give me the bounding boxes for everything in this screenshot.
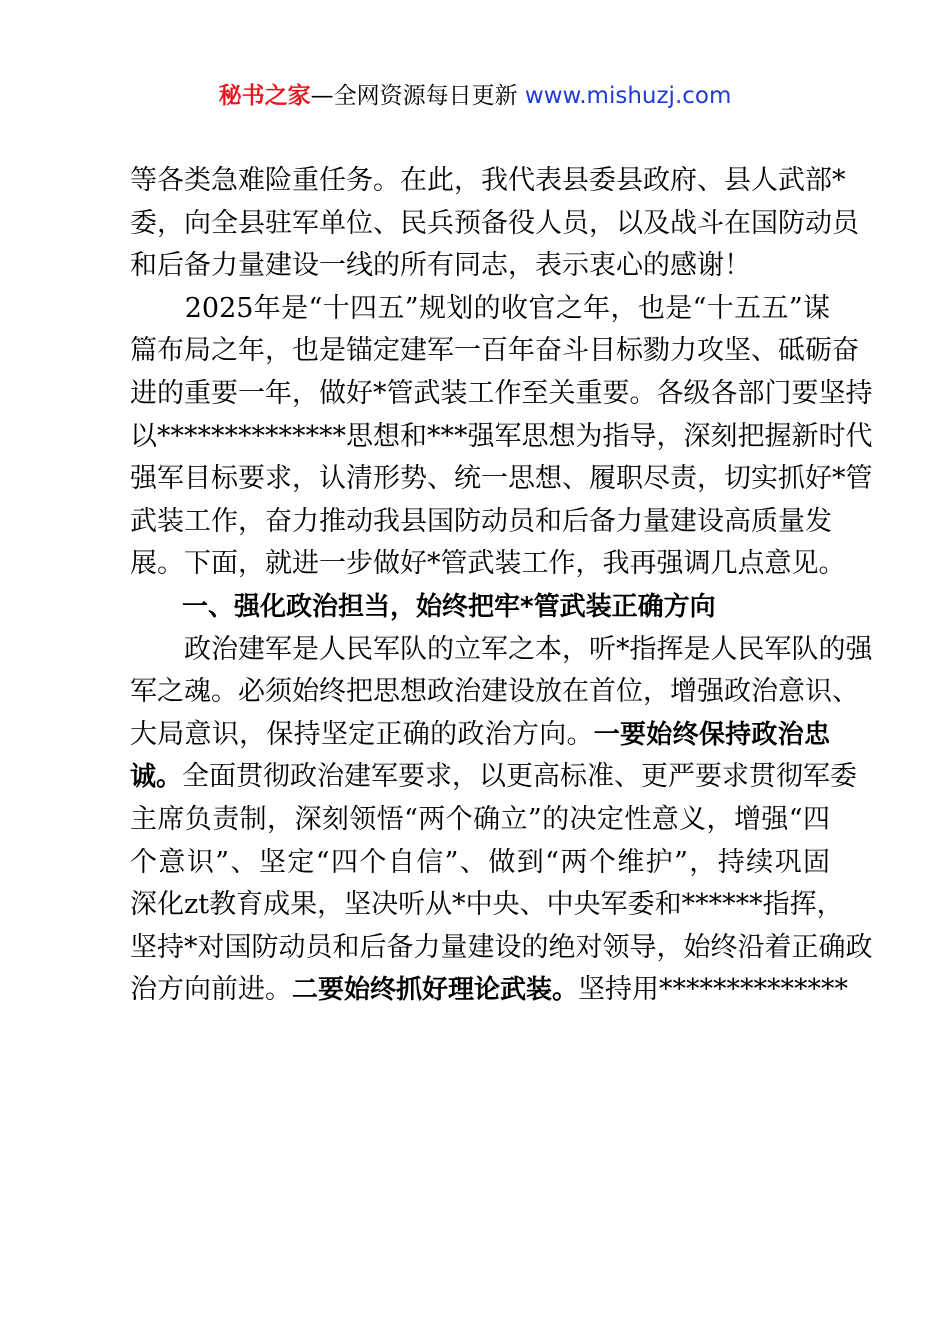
text-line: 强军目标要求，认清形势、统一思想、履职尽责，切实抓好*管	[130, 463, 873, 495]
text-run: 治方向前进。	[130, 974, 292, 1006]
text-line: 主席负责制，深刻领悟“两个确立”的决定性意义，增强“四	[130, 803, 830, 835]
text-line	[130, 756, 858, 799]
text-run: 坚持用**************	[578, 974, 849, 1006]
document-body	[130, 160, 873, 1012]
text-line: 以**************思想和***强军思想为指导，深刻把握新时代	[130, 420, 873, 452]
text-line	[130, 969, 849, 1012]
text-line: 武装工作，奋力推动我县国防动员和后备力量建设高质量发	[130, 505, 832, 537]
text-line: 政治建军是人民军队的立军之本，听*指挥是人民军队的强	[130, 633, 873, 665]
text-line: 委，向全县驻军单位、民兵预备役人员，以及战斗在国防动员	[130, 207, 859, 239]
text-line: 军之魂。必须始终把思想政治建设放在首位，增强政治意识、	[130, 676, 859, 708]
text-line: 深化zt教育成果，坚决听从*中央、中央军委和******指挥，	[130, 889, 844, 921]
text-line: 2025年是“十四五”规划的收官之年，也是“十五五”谋	[130, 292, 830, 324]
page-header	[0, 80, 950, 112]
bold-lead-phrase: 二要始终抓好理论武装。	[292, 975, 579, 1006]
text-line: 等各类急难险重任务。在此，我代表县委县政府、县人武部*	[130, 165, 846, 196]
text-line: 个意识”、坚定“四个自信”、做到“两个维护”，持续巩固	[130, 846, 830, 878]
text-line: 篇布局之年，也是锚定建军一百年奋斗目标勠力攻坚、砥砺奋	[130, 335, 859, 367]
bold-lead-phrase: 一要始终保持政治忠	[593, 719, 830, 750]
bold-lead-phrase: 诚。	[130, 762, 183, 793]
text-line: 展。下面，就进一步做好*管武装工作，我再强调几点意见。	[130, 548, 846, 580]
site-brand: 秘书之家	[218, 83, 311, 109]
text-line: 和后备力量建设一线的所有同志，表示衷心的感谢！	[130, 250, 751, 282]
text-line: 进的重要一年，做好*管武装工作至关重要。各级各部门要坚持	[130, 377, 873, 409]
site-tagline: —全网资源每日更新	[310, 83, 518, 109]
text-run: 全面贯彻政治建军要求，以更高标准、更严要求贯彻军委	[182, 761, 858, 793]
text-line: 坚持*对国防动员和后备力量建设的绝对领导，始终沿着正确政	[130, 931, 873, 963]
section-heading: 一、强化政治担当，始终把牢*管武装正确方向	[130, 591, 716, 622]
text-run: 大局意识，保持坚定正确的政治方向。	[130, 718, 594, 750]
site-url[interactable]: www.mishuzj.com	[524, 83, 732, 109]
text-line	[130, 714, 830, 757]
